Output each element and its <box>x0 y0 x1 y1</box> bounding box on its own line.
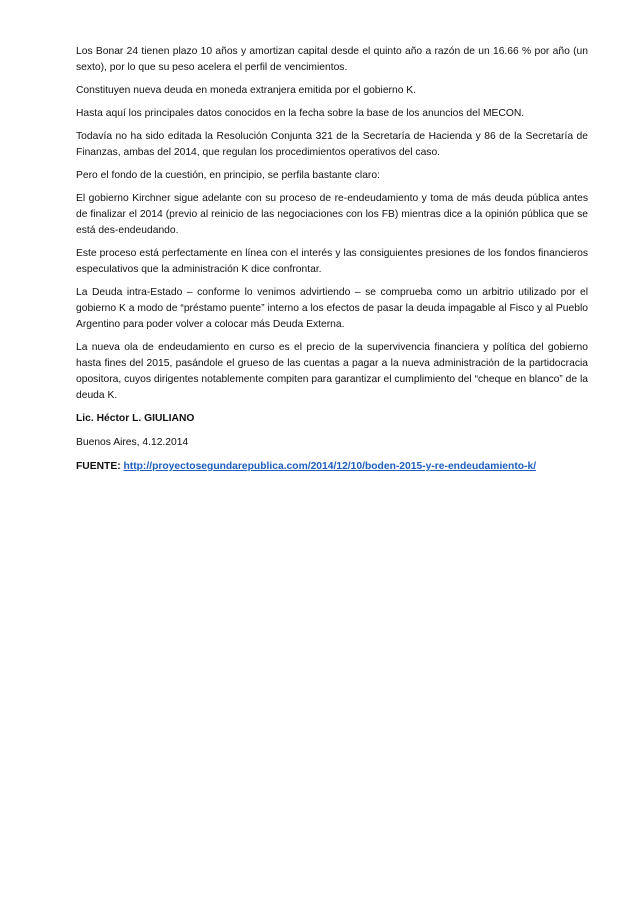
paragraph-nueva-ola: La nueva ola de endeudamiento en curso es el precio de la supervivencia financiera y política del gobierno hasta fines del 2015, pasándole el grueso de las cuentas a pagar a la nueva administración de la partidocracia opositora, cuyos dirigentes notablemente compiten para garantizar el cumplimiento del “cheque en blanco” de la deuda K. <box>76 342 588 401</box>
paragraph-re-endeudamiento: El gobierno Kirchner sigue adelante con su proceso de re-endeudamiento y toma de más deuda pública antes de finalizar el 2014 (previo al reinicio de las negociaciones con los FB) mientras dice a la opinión pública que se está des-endeudando. <box>76 193 588 236</box>
author-signature: Lic. Héctor L. GIULIANO <box>76 413 195 424</box>
paragraph-bonar-24: Los Bonar 24 tienen plazo 10 años y amortizan capital desde el quinto año a razón de un 16.66 % por año (un sexto), por lo que su peso acelera el perfil de vencimientos. <box>76 46 588 73</box>
paragraph-resolucion-conjunta: Todavía no ha sido editada la Resolución Conjunta 321 de la Secretaría de Hacienda y 86 de la Secretaría de Finanzas, ambas del 2014, que regulan los procedimientos operativos del caso. <box>76 131 588 158</box>
paragraph-deuda-intra-estado: La Deuda intra-Estado – conforme lo venimos advirtiendo – se comprueba como un arbitrio utilizado por el gobierno K a modo de “préstamo puente” interno a los efectos de pasar la deuda impagable al Fisco y al Pueblo Argentino para poder volver a colocar más Deuda Externa. <box>76 287 588 330</box>
source-label: FUENTE: <box>76 461 121 472</box>
source-link[interactable]: http://proyectosegundarepublica.com/2014/12/10/boden-2015-y-re-endeudamiento-k/ <box>123 461 537 472</box>
source-line <box>76 459 588 475</box>
paragraph-fondo-cuestion: Pero el fondo de la cuestión, en principio, se perfila bastante claro: <box>76 170 380 181</box>
place-and-date: Buenos Aires, 4.12.2014 <box>76 437 189 448</box>
document-page <box>76 44 588 475</box>
paragraph-nueva-deuda: Constituyen nueva deuda en moneda extranjera emitida por el gobierno K. <box>76 85 417 96</box>
paragraph-datos-mecon: Hasta aquí los principales datos conocidos en la fecha sobre la base de los anuncios del MECON. <box>76 108 525 119</box>
paragraph-fondos-especulativos: Este proceso está perfectamente en línea con el interés y las consiguientes presiones de los fondos financieros especulativos que la administración K dice confrontar. <box>76 248 588 275</box>
